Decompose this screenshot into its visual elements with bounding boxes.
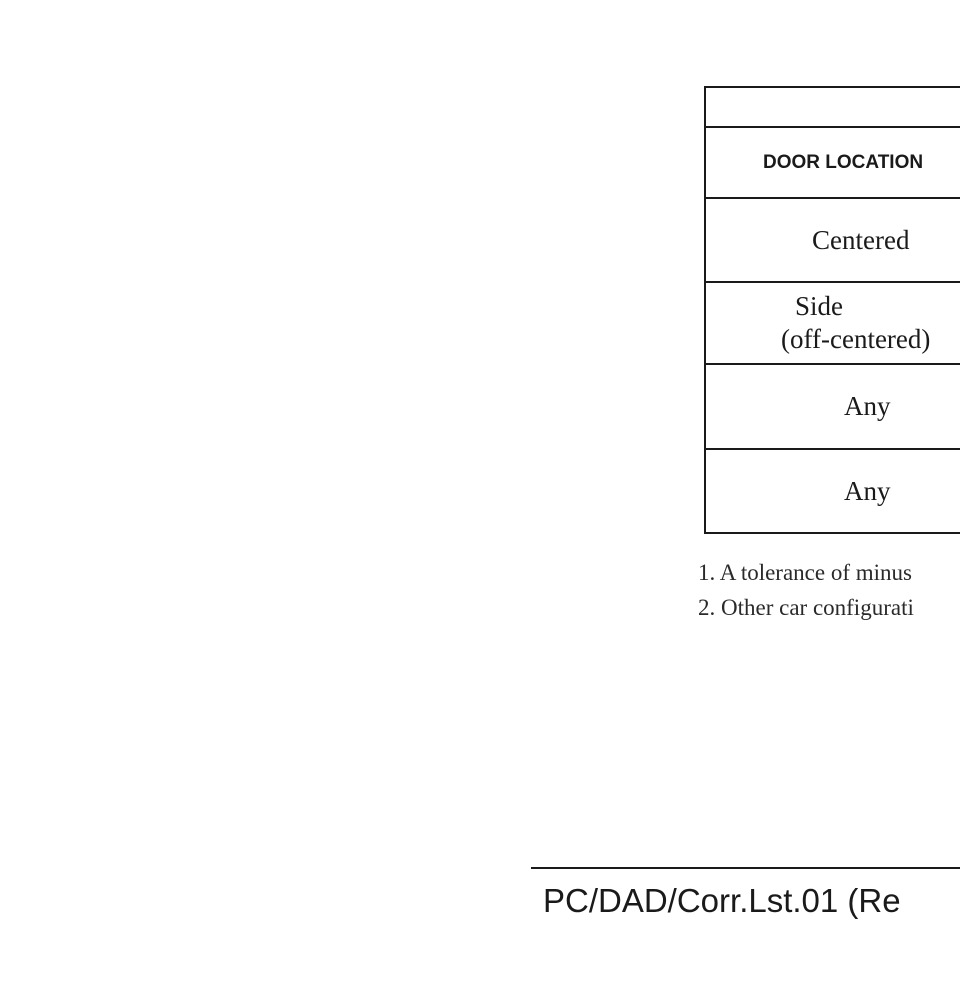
door-location-table	[704, 86, 960, 534]
table-caption-cell	[705, 87, 960, 127]
table-header-row	[705, 127, 960, 198]
cell-door-location-centered: Centered	[705, 198, 960, 282]
table-row	[705, 449, 960, 533]
side-line-1: Side	[795, 291, 844, 321]
cell-door-location-side	[705, 282, 960, 364]
table-caption-row	[705, 87, 960, 127]
side-line-2: (off-centered)	[781, 324, 931, 354]
footer-rule	[531, 867, 960, 869]
cell-door-location-any-1: Any	[705, 364, 960, 449]
table-row	[705, 282, 960, 364]
header-door-location: DOOR LOCATION	[705, 127, 960, 198]
footer-document-code: PC/DAD/Corr.Lst.01 (Re	[543, 882, 901, 919]
table-row	[705, 198, 960, 282]
table-row	[705, 364, 960, 449]
note-1: 1. A tolerance of minus	[698, 560, 912, 585]
table-notes	[698, 555, 960, 625]
cell-door-location-any-2: Any	[705, 449, 960, 533]
note-2: 2. Other car configurati	[698, 595, 914, 620]
